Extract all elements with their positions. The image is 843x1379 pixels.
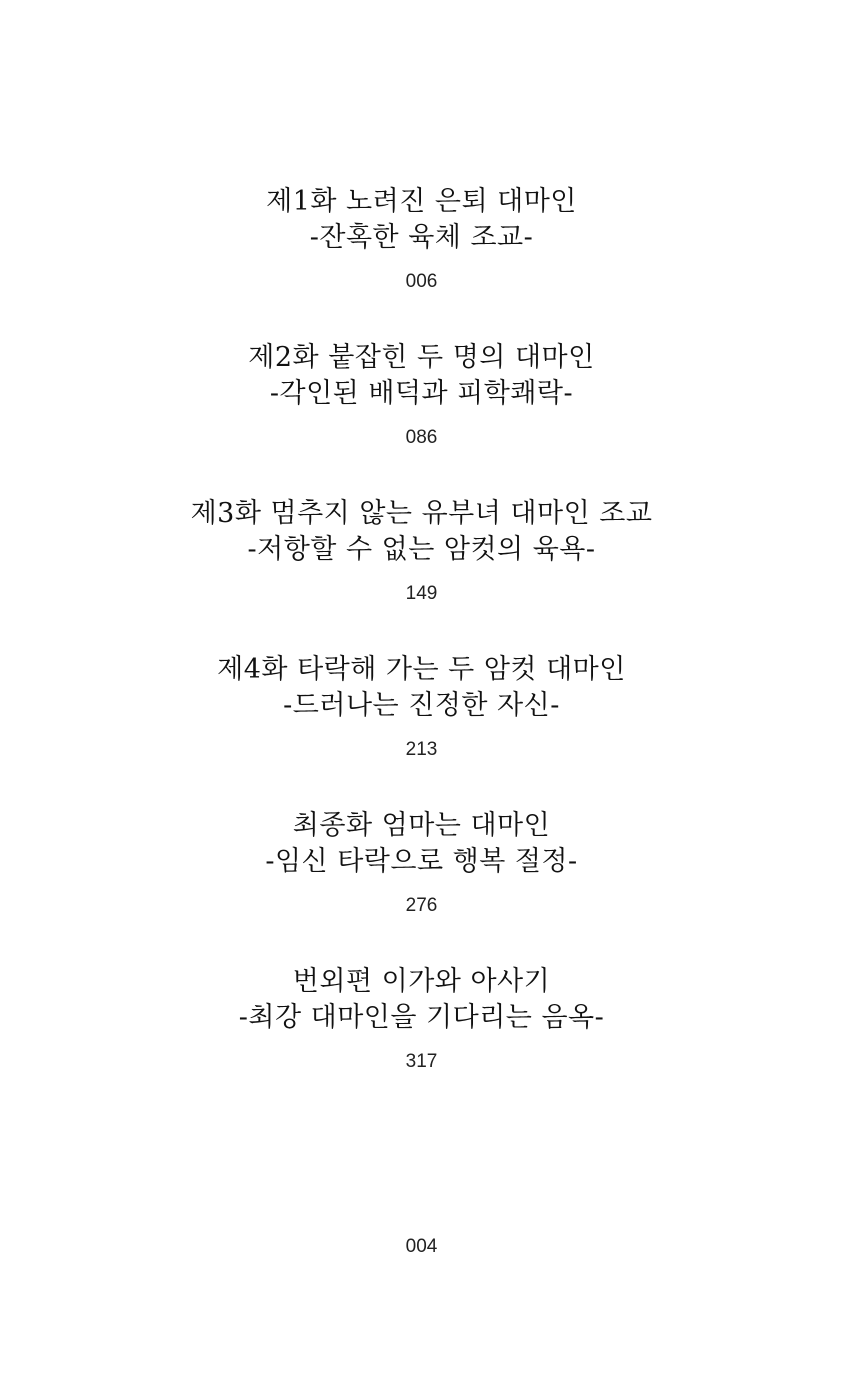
page-folio-number: 004 xyxy=(405,1236,438,1257)
chapter-subtitle: -드러나는 진정한 자신- xyxy=(283,690,560,721)
chapter-title: 제4화 타락해 가는 두 암컷 대마인 xyxy=(217,654,626,685)
chapter-title: 제1화 노려진 은퇴 대마인 xyxy=(266,186,577,217)
chapter-title: 제3화 멈추지 않는 유부녀 대마인 조교 xyxy=(190,498,653,529)
toc-entry-6[interactable] xyxy=(0,964,843,1120)
chapter-subtitle: -임신 타락으로 행복 절정- xyxy=(265,846,578,877)
toc-entry-2[interactable] xyxy=(0,340,843,496)
chapter-title: 제2화 붙잡힌 두 명의 대마인 xyxy=(248,342,595,373)
toc-entry-5[interactable] xyxy=(0,808,843,964)
chapter-subtitle: -각인된 배덕과 피학쾌락- xyxy=(269,378,574,409)
chapter-title: 최종화 엄마는 대마인 xyxy=(292,810,551,841)
chapter-page-number: 213 xyxy=(405,739,438,760)
toc-entry-4[interactable] xyxy=(0,652,843,808)
table-of-contents xyxy=(0,184,843,1120)
chapter-page-number: 006 xyxy=(405,271,438,292)
chapter-title: 번외편 이가와 아사기 xyxy=(292,966,551,997)
chapter-subtitle: -저항할 수 없는 암컷의 육욕- xyxy=(247,534,596,565)
toc-entry-3[interactable] xyxy=(0,496,843,652)
chapter-page-number: 317 xyxy=(405,1051,438,1072)
chapter-subtitle: -잔혹한 육체 조교- xyxy=(309,222,534,253)
chapter-subtitle: -최강 대마인을 기다리는 음옥- xyxy=(238,1002,605,1033)
chapter-page-number: 149 xyxy=(405,583,438,604)
chapter-page-number: 086 xyxy=(405,427,438,448)
toc-entry-1[interactable] xyxy=(0,184,843,340)
chapter-page-number: 276 xyxy=(405,895,438,916)
